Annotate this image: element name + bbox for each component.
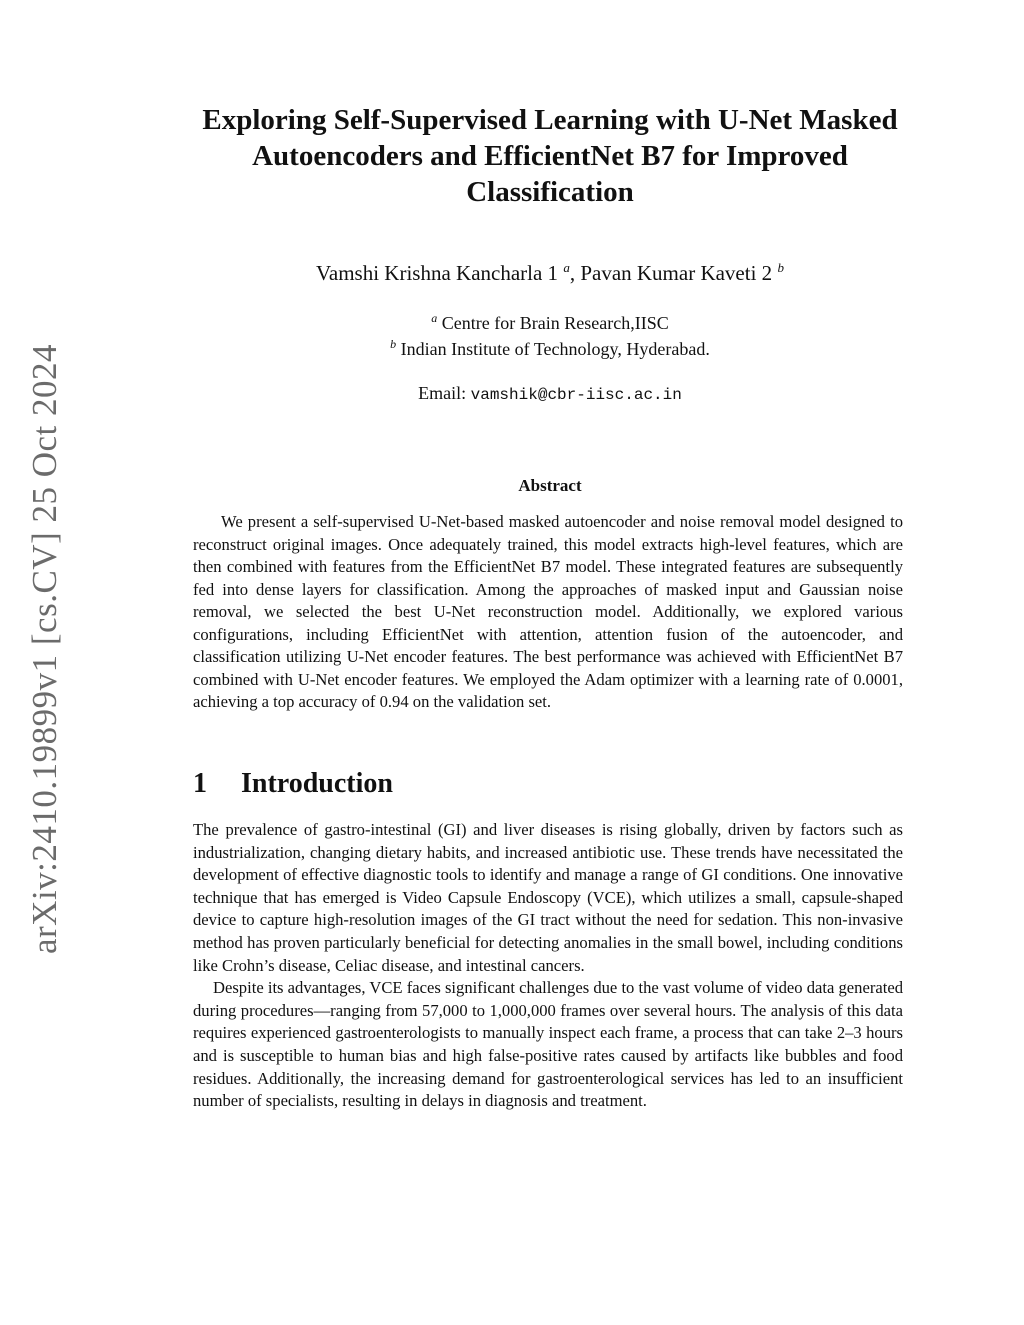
paragraph: The prevalence of gastro-intestinal (GI) and liver diseases is rising globally, driven by factors such as industrialization, changing dietary habits, and increased antibiotic use. These trends have necessitated the development of effective diagnostic tools to identify and manage a range of GI conditions. One innovative technique that has emerged is Video Capsule Endoscopy (VCE), which utilizes a small, capsule-shaped device to capture high-resolution images of the GI tract without the need for sedation. This non-invasive method has proven particularly beneficial for detecting anomalies in the small bowel, including conditions like Crohn’s disease, Celiac disease, and intestinal cancers. — [193, 820, 903, 975]
title-line: Autoencoders and EfficientNet B7 for Improved — [252, 140, 848, 172]
arxiv-identifier-text: arXiv:2410.19899v1 [cs.CV] 25 Oct 2024 — [25, 343, 65, 955]
affiliation — [160, 311, 940, 334]
affiliation — [160, 337, 940, 360]
affiliation-mark: b — [390, 337, 397, 351]
email-label: Email: — [418, 383, 467, 403]
affiliation-text: Centre for Brain Research,IISC — [441, 313, 669, 333]
affiliation-mark: a — [431, 311, 438, 325]
paper-title — [140, 102, 960, 210]
author-name: Vamshi Krishna Kancharla 1 — [316, 261, 559, 285]
introduction-body — [193, 819, 903, 1113]
section-heading — [193, 768, 393, 800]
email-line — [160, 383, 940, 404]
abstract-body: We present a self-supervised U-Net-based masked autoencoder and noise removal model designed to reconstruct original images. Once adequately trained, this model extracts high-level features, which are then combined with features from the EfficientNet B7 model. These integrated features are subsequently fed into dense layers for classification. Among the approaches of masked input and Gaussian noise removal, we selected the best U-Net reconstruction model. Additionally, we explored various configurations, including EfficientNet with attention, attention fusion of the autoencoder, and classification utilizing U-Net encoder features. The best performance was achieved with EfficientNet B7 combined with U-Net encoder features. We employed the Adam optimizer with a learning rate of 0.0001, achieving a top accuracy of 0.94 on the validation set. — [193, 512, 903, 711]
affiliation-mark: a — [563, 260, 570, 275]
section-number: 1 — [193, 768, 207, 799]
title-line: Exploring Self-Supervised Learning with U-Net Masked — [202, 104, 898, 136]
arxiv-identifier — [20, 343, 70, 955]
title-line: Classification — [466, 176, 634, 208]
abstract-heading: Abstract — [518, 476, 582, 495]
email-address[interactable]: vamshik@cbr-iisc.ac.in — [470, 386, 682, 404]
paragraph: Despite its advantages, VCE faces significant challenges due to the vast volume of video data generated during procedures—ranging from 57,000 to 1,000,000 frames over several hours. The analysis of this data requires experienced gastroenterologists to manually inspect each frame, a process that can take 2–3 hours and is susceptible to human bias and high false-positive rates caused by artifacts like bubbles and food residues. Additionally, the increasing demand for gastroenterological services has led to an insufficient number of specialists, resulting in delays in diagnosis and treatment. — [193, 978, 903, 1111]
author-list — [160, 260, 940, 286]
author-separator: , — [569, 261, 581, 285]
affiliation-text: Indian Institute of Technology, Hyderabad. — [400, 339, 710, 359]
section-title: Introduction — [241, 768, 393, 799]
author-name: Pavan Kumar Kaveti 2 — [580, 261, 773, 285]
affiliation-mark: b — [777, 260, 784, 275]
